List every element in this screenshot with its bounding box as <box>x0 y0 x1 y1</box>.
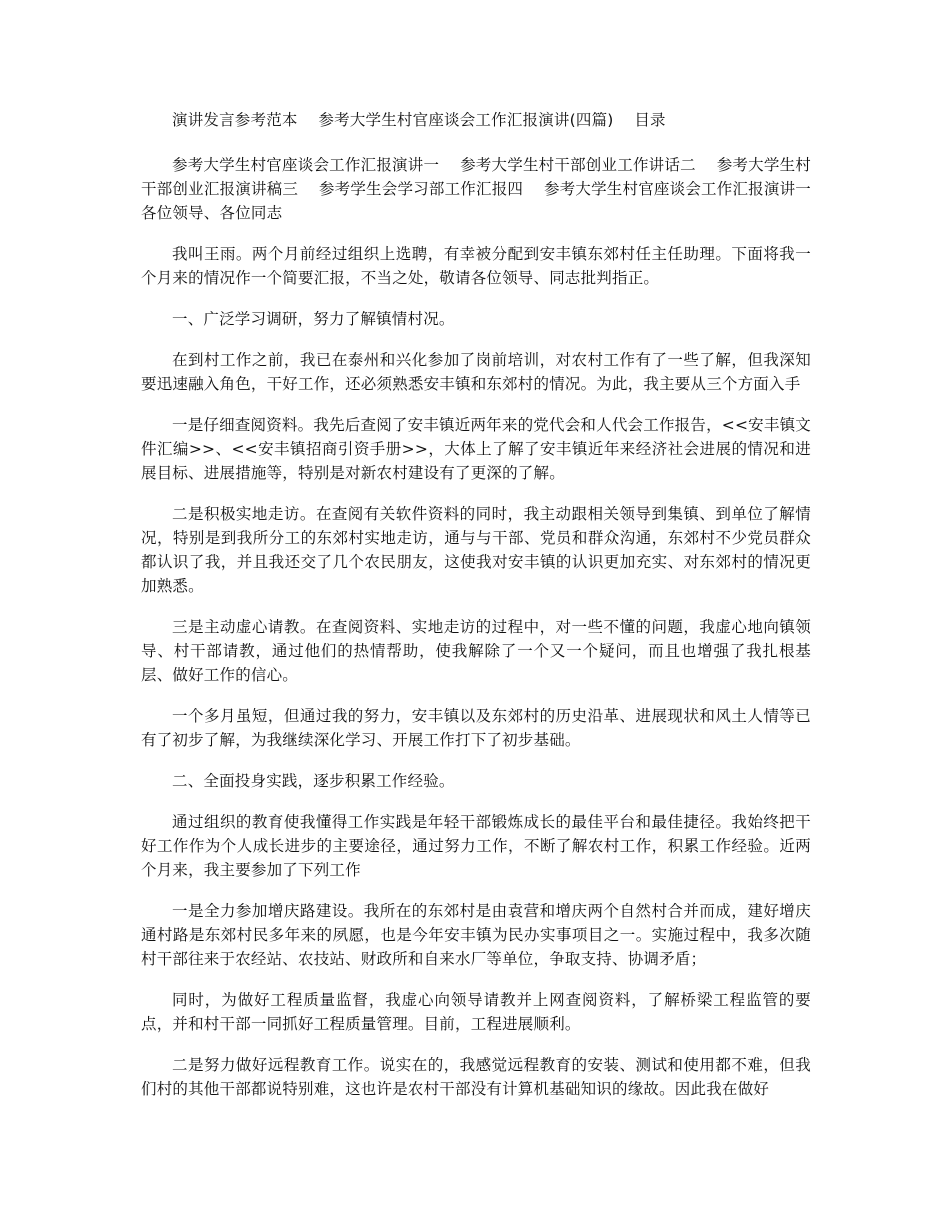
body-paragraph: 同时，为做好工程质量监督，我虚心向领导请教并上网查阅资料，了解桥梁工程监管的要点，并和村干部一同抓好工程质量管理。目前，工程进展顺利。 <box>141 991 811 1033</box>
body-paragraph: 我叫王雨。两个月前经过组织上选聘，有幸被分配到安丰镇东郊村任主任助理。下面将我一个月来的情况作一个简要汇报，不当之处，敬请各位领导、同志批判指正。 <box>141 245 811 287</box>
body-paragraph: 二是积极实地走访。在查阅有关软件资料的同时，我主动跟相关领导到集镇、到单位了解情况，特别是到我所分工的东郊村实地走访，通与与干部、党员和群众沟通，东郊村不少党员群众都认识了我，并且我还交了几个农民朋友，这使我对安丰镇的认识更加充实、对东郊村的情况更加熟悉。 <box>141 505 811 595</box>
table-of-contents: 参考大学生村官座谈会工作汇报演讲一 参考大学生村干部创业工作讲话二 参考大学生村干部创业汇报演讲稿三 参考学生会学习部工作汇报四 参考大学生村官座谈会工作汇报演讲一 各位领导、各位同志 <box>141 156 827 222</box>
body-paragraph: 一个多月虽短，但通过我的努力，安丰镇以及东郊村的历史沿革、进展现状和风土人情等已有了初步了解，为我继续深化学习、开展工作打下了初步基础。 <box>141 707 811 749</box>
document-title: 演讲发言参考范本 参考大学生村官座谈会工作汇报演讲(四篇) 目录 <box>172 111 666 129</box>
body-paragraph: 通过组织的教育使我懂得工作实践是年轻干部锻炼成长的最佳平台和最佳捷径。我始终把干好工作作为个人成长进步的主要途径，通过努力工作，不断了解农村工作，积累工作经验。近两个月来，我主要参加了下列工作 <box>141 813 811 879</box>
body-paragraph: 一是仔细查阅资料。我先后查阅了安丰镇近两年来的党代会和人代会工作报告，<<安丰镇文件汇编>>、<<安丰镇招商引资手册>>，大体上了解了安丰镇近年来经济社会进展的情况和进展目标、进展措施等，特别是对新农村建设有了更深的了解。 <box>141 416 811 482</box>
body-paragraph: 二是努力做好远程教育工作。说实在的，我感觉远程教育的安装、测试和使用都不难，但我们村的其他干部都说特别难，这也许是农村干部没有计算机基础知识的缘故。因此我在做好 <box>141 1056 811 1098</box>
body-paragraph: 三是主动虚心请教。在查阅资料、实地走访的过程中，对一些不懂的问题，我虚心地向镇领导、村干部请教，通过他们的热情帮助，使我解除了一个又一个疑问，而且也增强了我扎根基层、做好工作的信心。 <box>141 618 811 684</box>
section-heading: 二、全面投身实践，逐步积累工作经验。 <box>172 772 455 790</box>
body-paragraph: 在到村工作之前，我已在泰州和兴化参加了岗前培训，对农村工作有了一些了解，但我深知要迅速融入角色，干好工作，还必须熟悉安丰镇和东郊村的情况。为此，我主要从三个方面入手 <box>141 351 811 393</box>
document-page <box>141 108 827 1118</box>
body-paragraph: 一是全力参加增庆路建设。我所在的东郊村是由袁营和增庆两个自然村合并而成，建好增庆通村路是东郊村民多年来的夙愿，也是今年安丰镇为民办实事项目之一。实施过程中，我多次随村干部往来于农经站、农技站、财政所和自来水厂等单位，争取支持、协调矛盾； <box>141 902 811 968</box>
section-heading: 一、广泛学习调研，努力了解镇情村况。 <box>172 310 455 328</box>
